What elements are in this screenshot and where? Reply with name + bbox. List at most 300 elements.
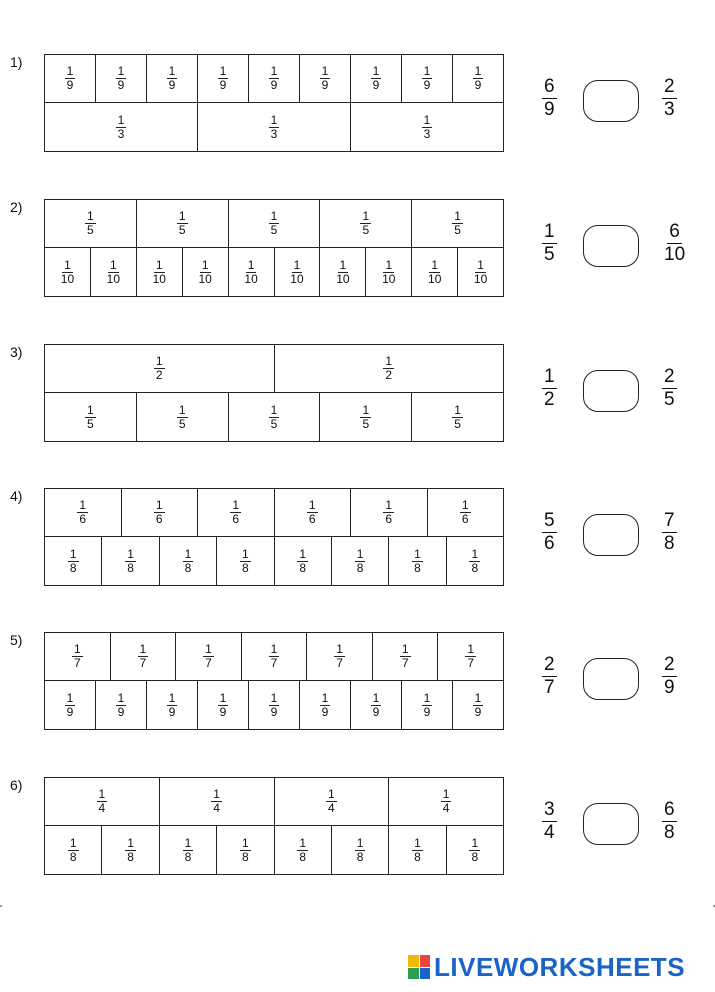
fraction: [422, 692, 433, 719]
comparison-answer-box[interactable]: [583, 514, 639, 556]
fraction-bar-cell: [412, 393, 503, 441]
fraction-numerator: 1: [336, 642, 343, 656]
right-fraction: [662, 510, 677, 555]
fraction: [320, 692, 331, 719]
fraction-denominator: 7: [139, 656, 147, 670]
fraction: [326, 788, 337, 815]
fraction-bar-cell: [275, 537, 332, 585]
fraction-bar-cell: [122, 489, 199, 536]
fraction-denominator: 8: [69, 849, 77, 864]
fraction-bar-cell: [402, 681, 453, 729]
fraction-bar-cell: [242, 633, 308, 680]
fraction-bar-cell: [453, 681, 503, 729]
fraction-numerator: 2: [664, 654, 675, 675]
fraction-bar-cell: [249, 55, 300, 102]
fraction-bar-bottom-row: [45, 248, 503, 296]
fraction-numerator: 1: [328, 787, 335, 801]
fraction-numerator: 5: [544, 510, 555, 531]
fraction-denominator: 4: [544, 822, 555, 843]
fraction-denominator: 9: [423, 78, 431, 92]
fraction-denominator: 10: [382, 271, 396, 286]
fraction-bar-top-row: [45, 200, 503, 248]
fraction-numerator: 1: [474, 690, 482, 705]
fraction: [465, 643, 476, 670]
fraction-bar-cell: [137, 393, 229, 441]
fraction-denominator: 9: [372, 704, 380, 719]
fraction-denominator: 9: [664, 677, 675, 698]
left-fraction: [542, 366, 557, 411]
fraction-bar-cell: [198, 103, 351, 151]
fraction-numerator: 1: [454, 209, 461, 223]
fraction-denominator: 8: [356, 560, 364, 575]
fraction-bar-cell: [45, 55, 96, 102]
fraction-bar-cell: [147, 681, 198, 729]
fraction-denominator: 5: [544, 244, 555, 265]
comparison-answer-box[interactable]: [583, 658, 639, 700]
fraction: [77, 499, 88, 526]
right-fraction: [662, 221, 687, 266]
fraction: [218, 692, 229, 719]
fraction-numerator: 1: [299, 835, 307, 850]
fraction-bar-model: [44, 199, 504, 297]
fraction-numerator: 1: [385, 257, 393, 272]
fraction: [196, 259, 213, 286]
fraction-denominator: 8: [471, 849, 479, 864]
fraction-denominator: 10: [106, 271, 121, 286]
fraction-denominator: 5: [362, 416, 370, 431]
fraction: [334, 643, 345, 670]
fraction-denominator: 9: [321, 78, 329, 92]
fraction-denominator: 4: [98, 801, 106, 815]
fraction-bar-cell: [275, 826, 332, 874]
fraction-numerator: 1: [372, 64, 380, 78]
fraction-bar-cell: [332, 537, 389, 585]
fraction: [154, 355, 165, 382]
fraction-bar-cell: [45, 826, 102, 874]
fraction-denominator: 7: [73, 656, 81, 670]
fraction-numerator: 1: [87, 402, 94, 417]
fraction-numerator: 1: [64, 257, 71, 272]
fraction: [269, 692, 280, 719]
fraction: [105, 259, 122, 286]
fraction-numerator: 7: [664, 510, 675, 531]
fraction: [422, 114, 433, 141]
fraction-numerator: 1: [423, 690, 431, 705]
fraction: [68, 548, 79, 575]
fraction-numerator: 1: [356, 835, 364, 850]
logo-icon-square-2: [420, 955, 431, 967]
fraction-bar-cell: [147, 55, 198, 102]
fraction: [469, 548, 480, 575]
fraction-denominator: 4: [442, 801, 450, 815]
fraction-bar-cell: [275, 489, 352, 536]
fraction-bar-model: [44, 54, 504, 152]
fraction-denominator: 8: [184, 849, 192, 864]
problem-6: [0, 777, 715, 877]
fraction: [167, 65, 178, 92]
fraction-denominator: 9: [219, 78, 227, 92]
left-fraction: [542, 221, 557, 266]
fraction: [116, 114, 127, 141]
fraction-denominator: 5: [87, 223, 94, 237]
fraction-denominator: 5: [87, 416, 94, 431]
fraction: [307, 499, 318, 526]
fraction-bar-cell: [217, 537, 274, 585]
liveworksheets-logo-icon: [408, 955, 430, 979]
fraction-numerator: 1: [241, 835, 249, 850]
fraction-denominator: 8: [69, 560, 77, 575]
fraction-bar-cell: [45, 778, 160, 825]
liveworksheets-logo: [408, 952, 685, 982]
fraction-denominator: 7: [336, 656, 343, 670]
fraction-denominator: 6: [308, 512, 316, 526]
fraction-bar-cell: [96, 55, 147, 102]
fraction: [151, 259, 168, 286]
fraction-numerator: 1: [293, 257, 301, 272]
fraction: [59, 259, 76, 286]
fraction-bar-cell: [275, 345, 504, 392]
fraction-bar-cell: [351, 103, 503, 151]
fraction-bar-cell: [160, 537, 217, 585]
left-fraction: [542, 799, 557, 844]
fraction: [211, 788, 222, 815]
fraction-bar-cell: [137, 248, 183, 296]
fraction-bar-cell: [45, 633, 111, 680]
fraction-bar-cell: [351, 55, 402, 102]
fraction-bar-cell: [45, 393, 137, 441]
fraction-bar-cell: [45, 248, 91, 296]
fraction-bar-cell: [45, 537, 102, 585]
fraction: [422, 65, 433, 92]
comparison: [540, 632, 700, 730]
fraction-numerator: 1: [339, 257, 347, 272]
fraction-numerator: 1: [247, 257, 255, 272]
fraction-denominator: 9: [168, 704, 176, 719]
fraction-bar-cell: [351, 681, 402, 729]
fraction-bar-cell: [198, 55, 249, 102]
right-fraction: [662, 654, 677, 699]
fraction-numerator: 1: [321, 690, 329, 705]
fraction-numerator: 1: [270, 402, 278, 417]
fraction-numerator: 1: [461, 498, 469, 512]
fraction: [65, 692, 76, 719]
fraction-bar-cell: [229, 393, 321, 441]
fraction: [320, 65, 331, 92]
fraction-numerator: 1: [308, 498, 316, 512]
fraction-numerator: 2: [664, 366, 675, 387]
fraction: [116, 65, 127, 92]
fraction: [154, 499, 165, 526]
fraction-bar-cell: [373, 633, 439, 680]
fraction-numerator: 1: [79, 498, 87, 512]
left-fraction: [542, 510, 557, 555]
fraction: [473, 65, 484, 92]
fraction-bar-cell: [412, 200, 503, 247]
comparison-answer-box[interactable]: [583, 80, 639, 122]
fraction-bar-cell: [320, 393, 412, 441]
fraction-numerator: 1: [270, 642, 278, 656]
fraction-denominator: 8: [356, 849, 364, 864]
fraction-numerator: 1: [205, 642, 212, 656]
fraction-bar-cell: [229, 248, 275, 296]
fraction-bar-cell: [351, 489, 428, 536]
fraction-numerator: 1: [201, 257, 209, 272]
fraction: [412, 548, 423, 575]
fraction-denominator: 9: [66, 704, 74, 719]
left-fraction: [542, 654, 557, 699]
fraction: [269, 404, 280, 431]
fraction-numerator: 6: [664, 799, 675, 820]
fraction-bar-bottom-row: [45, 103, 503, 151]
fraction: [230, 499, 241, 526]
fraction-bar-cell: [428, 489, 504, 536]
fraction-numerator: 1: [270, 64, 278, 78]
fraction-numerator: 1: [544, 366, 555, 387]
fraction-bar-cell: [137, 200, 229, 247]
comparison-answer-box[interactable]: [583, 803, 639, 845]
fraction-denominator: 3: [117, 126, 125, 141]
fraction-numerator: 1: [69, 835, 77, 850]
fraction-denominator: 10: [473, 271, 488, 286]
fraction: [269, 114, 280, 141]
fraction-denominator: 10: [290, 271, 304, 286]
fraction-numerator: 1: [362, 402, 370, 417]
fraction-numerator: 1: [110, 257, 117, 272]
comparison: [540, 777, 700, 875]
fraction-numerator: 1: [155, 498, 163, 512]
fraction: [72, 643, 83, 670]
right-fraction: [662, 366, 677, 411]
fraction-numerator: 1: [178, 402, 186, 417]
fraction-numerator: 1: [467, 642, 475, 656]
fraction-numerator: 1: [477, 257, 484, 272]
fraction-bar-cell: [102, 826, 159, 874]
fraction-numerator: 2: [664, 76, 675, 97]
fraction: [472, 259, 489, 286]
fraction-denominator: 9: [270, 704, 278, 719]
fraction-denominator: 2: [544, 389, 555, 410]
fraction-denominator: 8: [299, 560, 307, 575]
left-fraction: [542, 76, 557, 121]
fraction-bar-cell: [198, 681, 249, 729]
question-number: 2): [10, 199, 23, 215]
fraction-numerator: 1: [414, 546, 421, 561]
fraction-bar-top-row: [45, 55, 503, 103]
fraction-bar-cell: [307, 633, 373, 680]
fraction-bar-cell: [229, 200, 321, 247]
fraction-numerator: 1: [270, 112, 278, 127]
fraction: [240, 548, 251, 575]
fraction-denominator: 9: [474, 78, 482, 92]
fraction-denominator: 9: [544, 99, 555, 120]
fraction-numerator: 2: [544, 654, 555, 675]
fraction: [360, 210, 371, 237]
fraction-bar-model: [44, 632, 504, 730]
fraction-numerator: 3: [544, 799, 555, 820]
fraction: [85, 404, 96, 431]
fraction-numerator: 6: [669, 221, 680, 242]
fraction-numerator: 1: [219, 690, 227, 705]
fraction-numerator: 1: [401, 642, 409, 656]
fraction: [65, 65, 76, 92]
fraction-denominator: 10: [60, 271, 75, 286]
fraction-denominator: 3: [423, 126, 431, 141]
question-number: 1): [10, 54, 23, 70]
fraction: [380, 259, 397, 286]
fraction-denominator: 9: [270, 78, 278, 92]
fraction: [177, 404, 188, 431]
fraction-bar-model: [44, 488, 504, 586]
fraction-denominator: 5: [178, 223, 186, 237]
fraction-denominator: 10: [428, 271, 442, 286]
fraction-denominator: 8: [414, 560, 421, 575]
comparison-answer-box[interactable]: [583, 225, 639, 267]
fraction-bar-cell: [198, 489, 275, 536]
fraction-numerator: 1: [184, 835, 192, 850]
fraction-bar-bottom-row: [45, 393, 503, 441]
fraction-numerator: 1: [178, 209, 186, 223]
fraction: [269, 643, 280, 670]
fraction-denominator: 7: [401, 656, 409, 670]
fraction-bar-cell: [45, 103, 198, 151]
fraction: [355, 837, 366, 864]
logo-icon-square-3: [408, 968, 419, 980]
fraction: [371, 65, 382, 92]
fraction-bar-cell: [412, 248, 458, 296]
fraction-numerator: 1: [385, 354, 393, 368]
fraction-denominator: 9: [321, 704, 329, 719]
fraction-bar-bottom-row: [45, 537, 503, 585]
fraction: [360, 404, 371, 431]
fraction-bar-cell: [453, 55, 503, 102]
fraction-numerator: 1: [117, 690, 125, 705]
fraction-denominator: 10: [336, 271, 350, 286]
fraction-numerator: 1: [423, 64, 431, 78]
fraction-numerator: 1: [66, 690, 74, 705]
question-number: 6): [10, 777, 23, 793]
question-number: 5): [10, 632, 23, 648]
fraction-bar-top-row: [45, 489, 503, 537]
fraction: [297, 837, 308, 864]
fraction-numerator: 1: [232, 498, 240, 512]
fraction-bar-cell: [91, 248, 137, 296]
fraction-denominator: 9: [168, 78, 176, 92]
right-fraction: [662, 799, 677, 844]
fraction: [371, 692, 382, 719]
fraction-bar-cell: [332, 826, 389, 874]
fraction-numerator: 1: [117, 64, 125, 78]
fraction-bar-cell: [458, 248, 503, 296]
fraction-denominator: 6: [155, 512, 163, 526]
fraction-numerator: 1: [155, 257, 163, 272]
fraction: [183, 548, 194, 575]
fraction-bar-top-row: [45, 633, 503, 681]
fraction-numerator: 1: [127, 546, 134, 561]
fraction: [125, 548, 136, 575]
fraction-numerator: 1: [372, 690, 380, 705]
logo-icon-square-1: [408, 955, 419, 967]
fraction-bar-cell: [447, 826, 503, 874]
fraction-denominator: 7: [205, 656, 212, 670]
fraction-bar-cell: [389, 778, 503, 825]
fraction-numerator: 1: [471, 546, 479, 561]
fraction-numerator: 1: [184, 546, 192, 561]
problem-3: [0, 344, 715, 444]
fraction: [400, 643, 411, 670]
fraction-bar-top-row: [45, 345, 503, 393]
fraction: [240, 837, 251, 864]
fraction: [97, 788, 108, 815]
fraction-numerator: 1: [168, 64, 176, 78]
comparison-answer-box[interactable]: [583, 370, 639, 412]
fraction-denominator: 6: [232, 512, 240, 526]
fraction-numerator: 1: [471, 835, 479, 850]
fraction-bar-cell: [275, 778, 390, 825]
fraction-numerator: 1: [454, 402, 461, 417]
fraction-denominator: 2: [155, 368, 163, 382]
problem-2: [0, 199, 715, 299]
fraction-denominator: 7: [270, 656, 278, 670]
fraction-numerator: 1: [66, 64, 74, 78]
fraction-numerator: 6: [544, 76, 555, 97]
fraction-bar-model: [44, 344, 504, 442]
fraction-denominator: 9: [66, 78, 74, 92]
fraction-numerator: 1: [139, 642, 147, 656]
fraction-denominator: 8: [664, 533, 675, 554]
fraction-denominator: 4: [328, 801, 335, 815]
fraction-denominator: 5: [362, 223, 370, 237]
fraction-bar-bottom-row: [45, 826, 503, 874]
fraction-numerator: 1: [270, 690, 278, 705]
liveworksheets-logo-text: LIVEWORKSHEETS: [434, 951, 686, 982]
fraction-denominator: 8: [664, 822, 675, 843]
fraction-bar-cell: [183, 248, 229, 296]
fraction-denominator: 10: [664, 244, 686, 265]
fraction-numerator: 1: [73, 642, 81, 656]
fraction-denominator: 3: [270, 126, 278, 141]
fraction-numerator: 1: [442, 787, 450, 801]
fraction-numerator: 1: [544, 221, 555, 242]
fraction: [183, 837, 194, 864]
fraction-bar-cell: [96, 681, 147, 729]
fraction-denominator: 2: [385, 368, 393, 382]
fraction-bar-cell: [402, 55, 453, 102]
comparison: [540, 199, 700, 297]
problem-1: [0, 54, 715, 154]
fraction: [116, 692, 127, 719]
fraction: [297, 548, 308, 575]
fraction-bar-cell: [249, 681, 300, 729]
fraction-denominator: 9: [219, 704, 227, 719]
logo-icon-square-4: [420, 968, 431, 980]
fraction-denominator: 4: [213, 801, 220, 815]
comparison: [540, 488, 700, 586]
fraction-bar-cell: [320, 248, 366, 296]
fraction-denominator: 5: [178, 416, 186, 431]
fraction-denominator: 10: [198, 271, 212, 286]
fraction: [460, 499, 471, 526]
fraction-denominator: 5: [270, 416, 278, 431]
fraction-denominator: 5: [270, 223, 278, 237]
fraction: [473, 692, 484, 719]
fraction-numerator: 1: [98, 787, 106, 801]
fraction-bar-cell: [160, 826, 217, 874]
fraction: [218, 65, 229, 92]
fraction: [269, 210, 280, 237]
fraction-denominator: 10: [244, 271, 258, 286]
fraction-denominator: 8: [127, 849, 134, 864]
fraction-bar-top-row: [45, 778, 503, 826]
